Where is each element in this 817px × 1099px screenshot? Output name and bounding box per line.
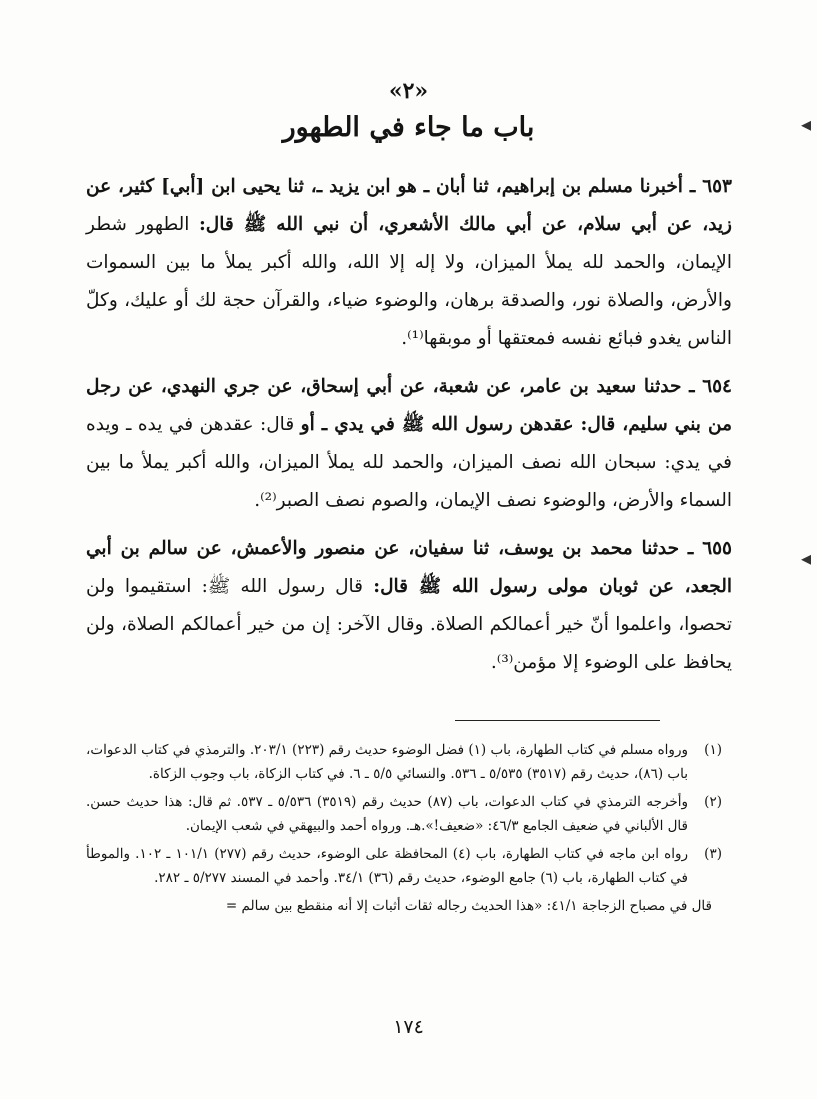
- chapter-number: «٢»: [388, 78, 429, 104]
- hadith-matn: قال: عقدهن في يده ـ ويده في يدي: سبحان الله نصف الميزان، والحمد لله يملأ الميزان، والله أكبر يملأ ما بين السماء والأرض، والوضوء نصف الإيمان، والصوم نصف الصبر⁽²⁾.: [86, 414, 732, 511]
- hadith-matn: الطهور شطر الإيمان، والحمد لله يملأ الميزان، ولا إله إلا الله، والله أكبر يملأ ما بين السموات والأرض، والصلاة نور، والصدقة برهان، والوضوء ضياء، والقرآن حجة لك أو عليك، وكلّ الناس يغدو فبائع نفسه فمعتقها أو موبقها⁽¹⁾.: [86, 214, 732, 349]
- hadith-isnad: ٦٥٥ ـ حدثنا محمد بن يوسف، ثنا سفيان، عن منصور والأعمش، عن سالم بن أبي الجعد، عن ثوبان مولى رسول الله ﷺ قال:: [86, 538, 733, 597]
- footnote-text: وأخرجه الترمذي في كتاب الدعوات، باب (٨٧) حديث رقم (٣٥١٩) ٥/٥٣٦ ـ ٥٣٧. ثم قال: هذا حديث حسن. قال الألباني في ضعيف الجامع ٤٦/٣: «ضعيف!».هـ. ورواه أحمد والبيهقي في شعب الإيمان.: [86, 794, 689, 834]
- hadith-653: [86, 168, 732, 358]
- margin-arrow-icon: ◂: [800, 112, 811, 136]
- main-text: [86, 168, 732, 692]
- hadith-654: [86, 368, 732, 520]
- footnote-number: (٣): [704, 846, 722, 862]
- hadith-matn: قال رسول الله ﷺ: استقيموا ولن تحصوا، واعلموا أنّ خير أعمالكم الصلاة. وقال الآخر: إن من خير أعمالكم الصلاة، ولن يحافظ على الوضوء إلا مؤمن⁽³⁾.: [86, 576, 732, 673]
- footnote-text: ورواه مسلم في كتاب الطهارة، باب (١) فضل الوضوء حديث رقم (٢٢٣) ٢٠٣/١. والترمذي في كتاب الدعوات، باب (٨٦)، حديث رقم (٣٥١٧) ٥/٥٣٥ ـ ٥٣٦. والنسائي ٥/٥ ـ ٦. في كتاب الزكاة، باب وجوب الزكاة.: [86, 742, 688, 782]
- footnote-number: (١): [704, 742, 722, 758]
- footnote-3: [86, 842, 722, 890]
- chapter-title: باب ما جاء في الطهور: [282, 112, 535, 143]
- footnote-continuation: قال في مصباح الزجاجة ٤١/١: «هذا الحديث رجاله ثقات أثبات إلا أنه منقطع بين سالم =: [225, 898, 712, 914]
- page-number: ١٧٤: [393, 1016, 424, 1038]
- footnotes: [86, 738, 722, 918]
- footnote-separator: [455, 720, 660, 721]
- hadith-655: [86, 530, 732, 682]
- footnote-text: رواه ابن ماجه في كتاب الطهارة، باب (٤) المحافظة على الوضوء، حديث رقم (٢٧٧) ١٠١/١ ـ ١٠٢. والموطأ في كتاب الطهارة، باب (٦) جامع الوضوء، حديث رقم (٣٦) ٣٤/١. وأحمد في المسند ٥/٢٧٧ ـ ٢٨٢.: [86, 846, 689, 886]
- hadith-isnad: ٦٥٤ ـ حدثنا سعيد بن عامر، عن شعبة، عن أبي إسحاق، عن جري النهدي، عن رجل من بني سليم، قال: عقدهن رسول الله ﷺ في يدي ـ أو: [86, 376, 732, 435]
- footnote-1: [86, 738, 722, 786]
- footnote-number: (٢): [704, 794, 722, 810]
- margin-arrow-icon: ◂: [800, 546, 811, 570]
- footnote-2: [86, 790, 722, 838]
- hadith-isnad: ٦٥٣ ـ أخبرنا مسلم بن إبراهيم، ثنا أبان ـ هو ابن يزيد ـ، ثنا يحيى ابن [أبي] كثير، عن زيد، عن أبي سلام، عن أبي مالك الأشعري، أن نبي الله ﷺ قال:: [86, 176, 732, 235]
